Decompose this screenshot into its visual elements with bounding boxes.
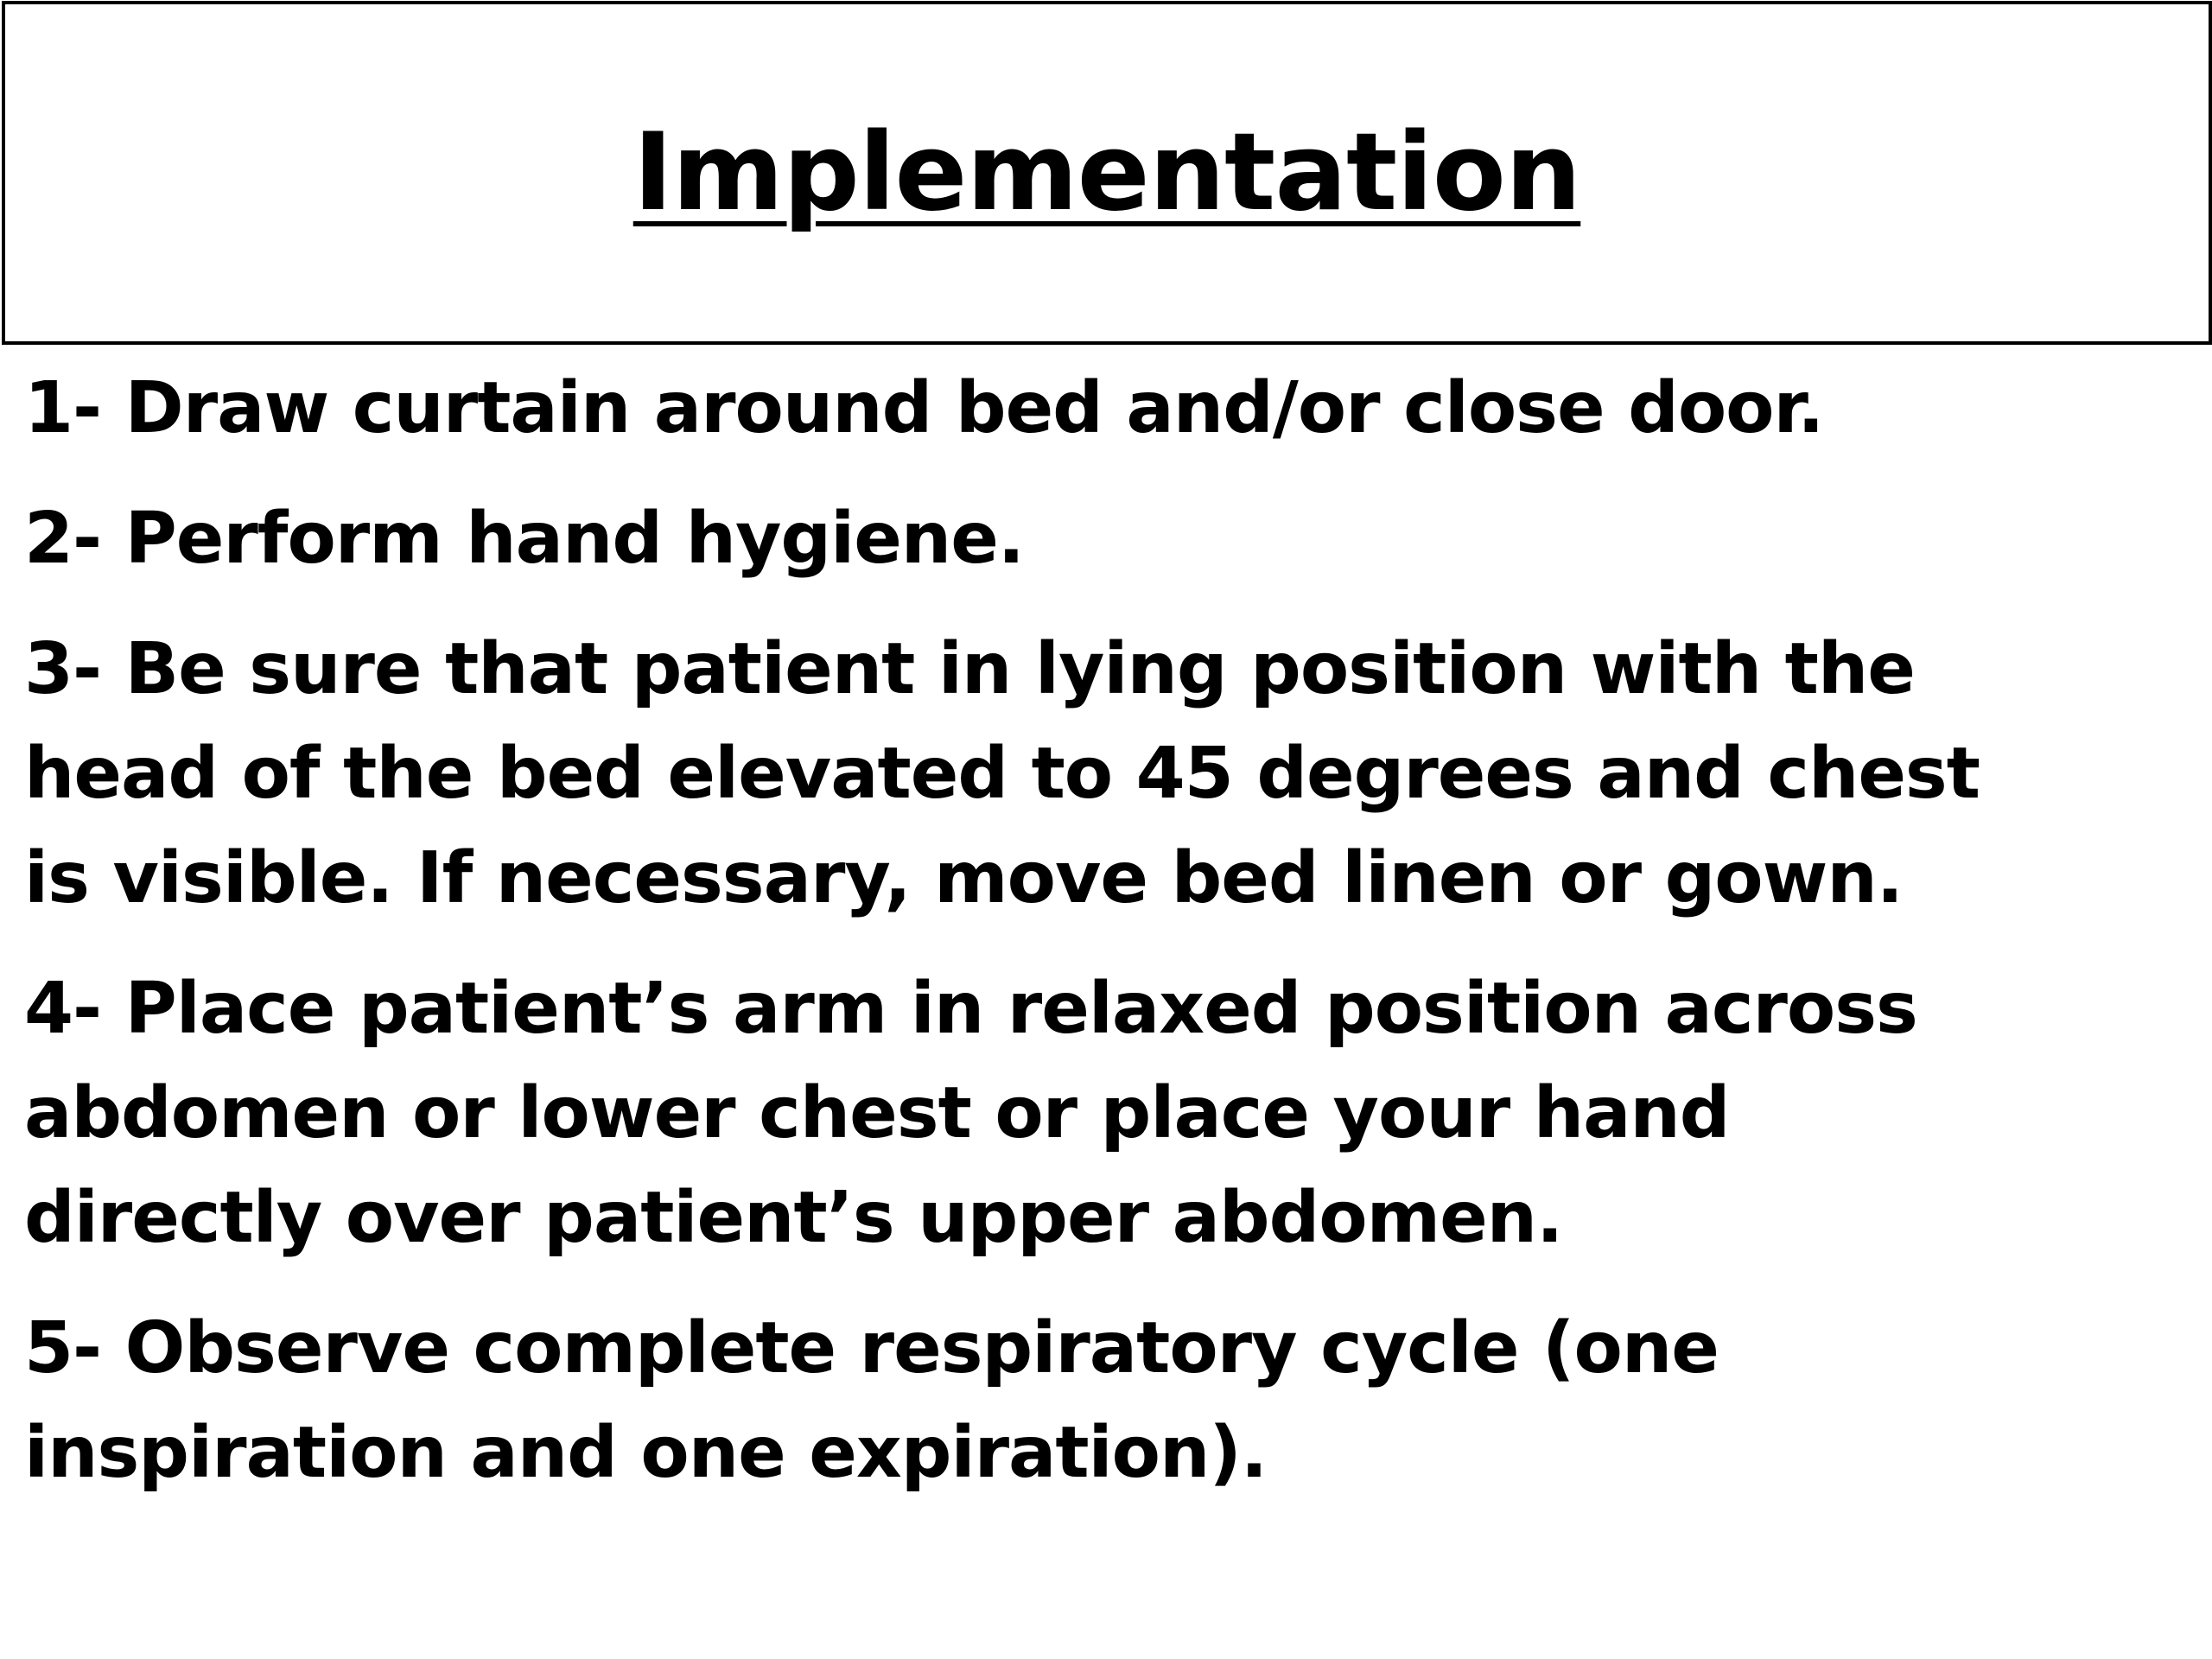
slide-title: Implementation [632, 111, 1581, 235]
step-4 [24, 957, 2167, 1270]
step-3 [24, 617, 2167, 931]
step-4-line-3: directly over patient’s upper abdomen. [24, 1177, 1563, 1259]
step-3-line-1: 3- Be sure that patient in lying position with the [24, 628, 1915, 710]
step-1-line-1: 1- Draw curtain around bed and/or close door. [24, 367, 1824, 449]
step-4-line-1: 4- Place patient’s arm in relaxed position across [24, 968, 1917, 1050]
step-5-line-2: inspiration and one expiration). [24, 1412, 1267, 1494]
title-box [2, 1, 2212, 345]
step-5 [24, 1296, 2167, 1505]
step-2-line-1: 2- Perform hand hygiene. [24, 498, 1024, 580]
step-5-line-1: 5- Observe complete respiratory cycle (one [24, 1307, 1719, 1389]
step-4-line-2: abdomen or lower chest or place your hand [24, 1072, 1730, 1154]
steps-list [24, 356, 2167, 1531]
step-2 [24, 486, 2167, 591]
step-1 [24, 356, 2167, 461]
step-3-line-2: head of the bed elevated to 45 degrees and chest [24, 733, 1980, 815]
step-3-line-3: is visible. If necessary, move bed linen or gown. [24, 837, 1903, 919]
